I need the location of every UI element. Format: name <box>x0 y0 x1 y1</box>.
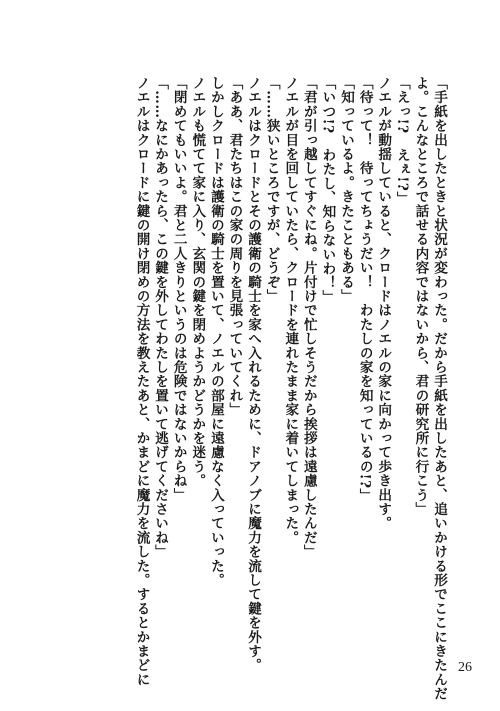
text-line: 「……狭いところですが、どうぞ」 <box>263 76 280 304</box>
text-line: 「君が引っ越してすぐにね。片付けで忙しそうだから挨拶は遠慮したんだ」 <box>300 76 317 559</box>
text-line: 「いつ!? わたし、知らないわ！」 <box>319 76 336 305</box>
text-line: ノエルも慌てて家に入り、玄関の鍵を閉めようかどうかを迷う。 <box>189 76 206 488</box>
text-line: 「……なにかあったら、この鍵を外してわたしを置いて逃げてくださいね」 <box>152 76 169 559</box>
text-line: 「知っているよ。きたこともある」 <box>338 76 355 304</box>
text-line: 「ああ、君たちはこの家の周りを見張っていてくれ」 <box>226 76 243 417</box>
novel-body-text <box>132 76 448 701</box>
text-line: ノエルはクロードに鍵の開け閉めの方法を教えたあと、かまどに魔力を流した。するとかまどに <box>133 76 150 687</box>
text-line: しかしクロードは護衛の騎士を置いて、ノエルの部屋に遠慮なく入っていった。 <box>207 76 224 588</box>
text-line: ノエルはクロードとその護衛の騎士を家へ入れるために、ドアノブに魔力を流して鍵を外す。 <box>245 76 262 673</box>
page-number: 26 <box>458 660 472 675</box>
text-line: 「待って！ 待ってちょうだい！ わたしの家を知っているの!?」 <box>356 76 373 503</box>
text-line: よ。こんなところで話せる内容ではないから、君の研究所に行こう」 <box>412 76 429 517</box>
text-line: ノエルが目を回していたら、クロードを連れたまま家に着いてしまった。 <box>282 76 299 545</box>
text-line: 「手紙を出したときと状況が変わった。だから手紙を出したあと、追いかける形でここにきたんだ <box>431 76 447 701</box>
text-line: 「閉めてもいいよ。君と二人きりというのは危険ではないからね」 <box>170 76 187 502</box>
text-line: 「えっ!? えぇ!?」 <box>393 76 410 206</box>
text-line: ノエルが動揺していると、クロードはノエルの家に向かって歩き出す。 <box>375 76 392 531</box>
